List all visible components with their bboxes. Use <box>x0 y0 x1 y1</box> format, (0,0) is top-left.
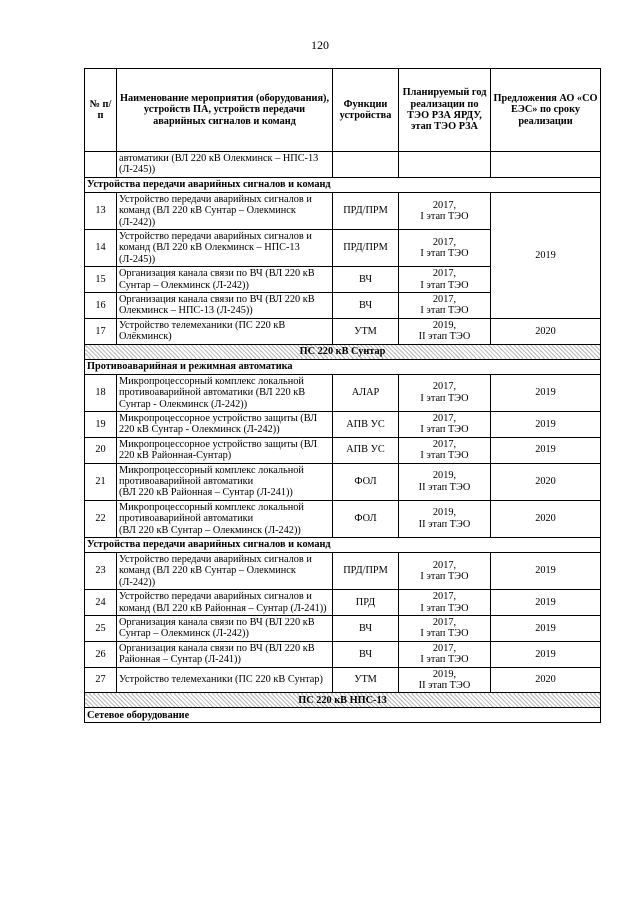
row-name: Организация канала связи по ВЧ (ВЛ 220 кВ Районная – Сунтар (Л-241)) <box>117 641 333 667</box>
table-row <box>85 641 601 667</box>
row-function: ПРД/ПРМ <box>333 230 399 267</box>
section-row <box>85 537 601 552</box>
row-name: Устройство телемеханики (ПС 220 кВ Олёкминск) <box>117 318 333 344</box>
row-name: Микропроцессорное устройство защиты (ВЛ 220 кВ Сунтар - Олекминск (Л-242)) <box>117 411 333 437</box>
section-row <box>85 177 601 192</box>
table-row <box>85 437 601 463</box>
row-number: 21 <box>85 463 117 500</box>
row-function: ФОЛ <box>333 463 399 500</box>
row-name: Устройство телемеханики (ПС 220 кВ Сунтар) <box>117 667 333 693</box>
row-year: 2017, I этап ТЭО <box>399 641 491 667</box>
table-row <box>85 552 601 589</box>
table-row-continuation <box>85 152 601 178</box>
row-name: Микропроцессорный комплекс локальной противоаварийной автоматики (ВЛ 220 кВ Сунтар – Олекминск (Л-242)) <box>117 500 333 537</box>
row-number: 26 <box>85 641 117 667</box>
row-year: 2017, I этап ТЭО <box>399 192 491 229</box>
row-year: 2019, II этап ТЭО <box>399 318 491 344</box>
row-year: 2017, I этап ТЭО <box>399 437 491 463</box>
section-row-title: Противоаварийная и режимная автоматика <box>85 359 601 374</box>
table-row <box>85 411 601 437</box>
row-year: 2017, I этап ТЭО <box>399 230 491 267</box>
header-proposal: Предложения АО «СО ЕЭС» по сроку реализации <box>491 69 601 152</box>
substation-row-title: ПС 220 кВ НПС-13 <box>85 693 601 708</box>
section-row <box>85 708 601 723</box>
row-number: 19 <box>85 411 117 437</box>
row-number: 14 <box>85 230 117 267</box>
row-year: 2017, I этап ТЭО <box>399 267 491 293</box>
table-row <box>85 500 601 537</box>
section-title-1: Устройства передачи аварийных сигналов и команд <box>85 177 601 192</box>
row-number: 13 <box>85 192 117 229</box>
row-name: Микропроцессорное устройство защиты (ВЛ 220 кВ Районная-Сунтар) <box>117 437 333 463</box>
row-function: ПРД/ПРМ <box>333 552 399 589</box>
table-row <box>85 318 601 344</box>
row-number: 15 <box>85 267 117 293</box>
row-proposal: 2019 <box>491 374 601 411</box>
table-row <box>85 192 601 229</box>
row-number: 23 <box>85 552 117 589</box>
row-number: 22 <box>85 500 117 537</box>
row-function: ВЧ <box>333 267 399 293</box>
row-year: 2017, I этап ТЭО <box>399 616 491 642</box>
row-name: Организация канала связи по ВЧ (ВЛ 220 кВ Сунтар – Олекминск (Л-242)) <box>117 616 333 642</box>
row-function: АПВ УС <box>333 437 399 463</box>
row-name: Устройство передачи аварийных сигналов и команд (ВЛ 220 кВ Олекминск – НПС-13 (Л-245)) <box>117 230 333 267</box>
table-row <box>85 374 601 411</box>
row-proposal: 2019 <box>491 641 601 667</box>
row-name: Организация канала связи по ВЧ (ВЛ 220 кВ Сунтар – Олекминск (Л-242)) <box>117 267 333 293</box>
row-proposal: 2019 <box>491 552 601 589</box>
row-proposal: 2019 <box>491 437 601 463</box>
row-name: Организация канала связи по ВЧ (ВЛ 220 кВ Олекминск – НПС-13 (Л-245)) <box>117 293 333 319</box>
row-function: УТМ <box>333 667 399 693</box>
row-year: 2017, I этап ТЭО <box>399 374 491 411</box>
row-number: 20 <box>85 437 117 463</box>
table-header-row <box>85 69 601 152</box>
row-function: ФОЛ <box>333 500 399 537</box>
table-row <box>85 616 601 642</box>
row-number: 24 <box>85 590 117 616</box>
row-number: 25 <box>85 616 117 642</box>
row-year: 2017, I этап ТЭО <box>399 590 491 616</box>
row-number: 27 <box>85 667 117 693</box>
continuation-text: автоматики (ВЛ 220 кВ Олекминск – НПС-13 (Л-245)) <box>117 152 333 178</box>
row-function: ПРД <box>333 590 399 616</box>
section-row <box>85 359 601 374</box>
row-function: ВЧ <box>333 641 399 667</box>
row-year: 2019, II этап ТЭО <box>399 500 491 537</box>
row-year: 2019, II этап ТЭО <box>399 667 491 693</box>
header-name: Наименование мероприятия (оборудования), устройств ПА, устройств передачи аварийных сигналов и команд <box>117 69 333 152</box>
row-function: ВЧ <box>333 616 399 642</box>
table-row <box>85 667 601 693</box>
row-function: УТМ <box>333 318 399 344</box>
row-year: 2017, I этап ТЭО <box>399 552 491 589</box>
header-num: № п/п <box>85 69 117 152</box>
section-row-title: Сетевое оборудование <box>85 708 601 723</box>
header-year: Планируемый год реализации по ТЭО РЗА ЯРДУ, этап ТЭО РЗА <box>399 69 491 152</box>
row-year: 2017, I этап ТЭО <box>399 293 491 319</box>
row-function: АЛАР <box>333 374 399 411</box>
row-proposal: 2019 <box>491 411 601 437</box>
row-name: Устройство передачи аварийных сигналов и команд (ВЛ 220 кВ Сунтар – Олекминск (Л-242)) <box>117 192 333 229</box>
row-name: Устройство передачи аварийных сигналов и команд (ВЛ 220 кВ Сунтар – Олекминск (Л-242)) <box>117 552 333 589</box>
row-proposal: 2019 <box>491 590 601 616</box>
row-proposal: 2020 <box>491 500 601 537</box>
row-proposal: 2020 <box>491 318 601 344</box>
substation-row <box>85 344 601 359</box>
measures-table <box>84 68 601 723</box>
table-row <box>85 463 601 500</box>
substation-row-title: ПС 220 кВ Сунтар <box>85 344 601 359</box>
substation-row <box>85 693 601 708</box>
row-year: 2017, I этап ТЭО <box>399 411 491 437</box>
row-proposal-merged: 2019 <box>491 192 601 318</box>
row-name: Микропроцессорный комплекс локальной противоаварийной автоматики (ВЛ 220 кВ Районная – Сунтар (Л-241)) <box>117 463 333 500</box>
row-name: Устройство передачи аварийных сигналов и команд (ВЛ 220 кВ Районная – Сунтар (Л-241)) <box>117 590 333 616</box>
table-row <box>85 590 601 616</box>
header-function: Функции устройства <box>333 69 399 152</box>
row-year: 2019, II этап ТЭО <box>399 463 491 500</box>
row-number: 16 <box>85 293 117 319</box>
row-proposal: 2020 <box>491 463 601 500</box>
row-name: Микропроцессорный комплекс локальной противоаварийной автоматики (ВЛ 220 кВ Сунтар - Олекминск (Л-242)) <box>117 374 333 411</box>
section-row-title: Устройства передачи аварийных сигналов и команд <box>85 537 601 552</box>
row-function: ПРД/ПРМ <box>333 192 399 229</box>
row-function: ВЧ <box>333 293 399 319</box>
table-body <box>85 152 601 723</box>
row-proposal: 2020 <box>491 667 601 693</box>
row-number: 17 <box>85 318 117 344</box>
row-proposal: 2019 <box>491 616 601 642</box>
row-number: 18 <box>85 374 117 411</box>
page-number: 120 <box>311 38 329 52</box>
row-function: АПВ УС <box>333 411 399 437</box>
